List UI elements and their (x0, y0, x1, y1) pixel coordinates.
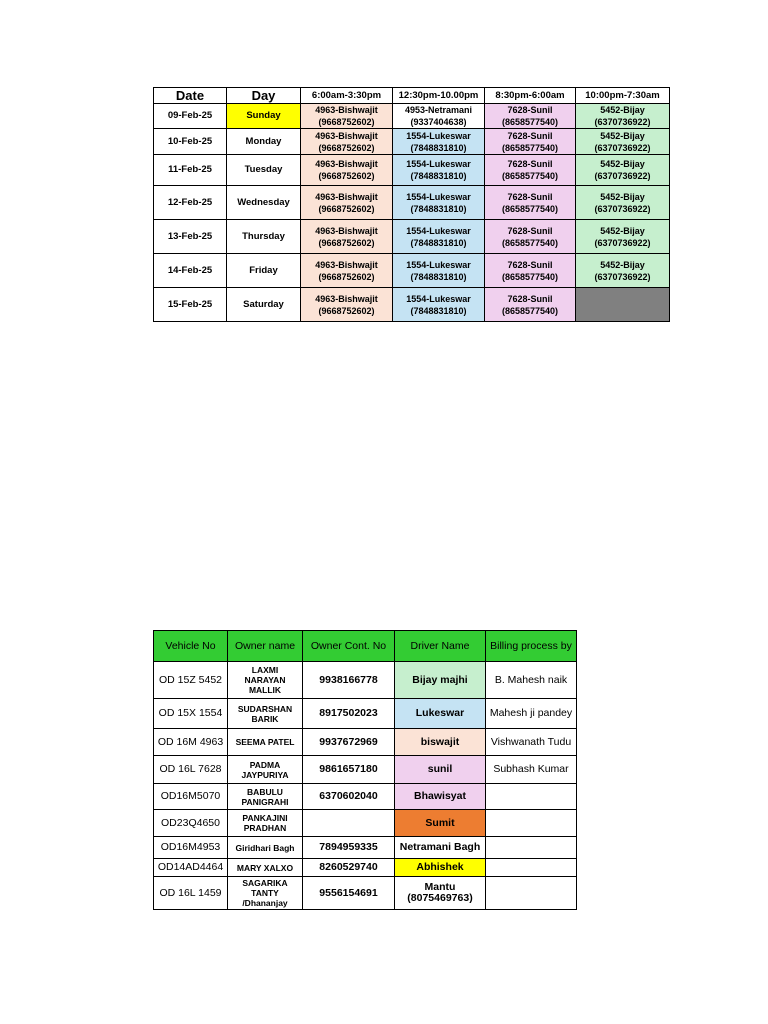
shift-schedule-table (153, 87, 670, 322)
shift3-driver: 7628-Sunil (507, 159, 553, 169)
shift2-driver: 1554-Lukeswar (406, 159, 471, 169)
shift4-phone: (6370736922) (594, 142, 651, 153)
day-cell: Monday (227, 129, 301, 155)
header-shift-3: 8:30pm-6:00am (485, 88, 576, 104)
date-cell: 11-Feb-25 (154, 155, 227, 186)
shift1-cell (301, 155, 393, 186)
owner-name-line: TANTY (251, 888, 279, 898)
shift3-driver: 7628-Sunil (507, 293, 553, 304)
shift1-driver: 4963-Bishwajit (315, 159, 378, 169)
header-owner-name: Owner name (228, 631, 303, 662)
day-cell: Wednesday (227, 186, 301, 220)
shift-row (154, 104, 670, 129)
header-vehicle-no: Vehicle No (154, 631, 228, 662)
owner-name-line: JAYPURIYA (241, 769, 289, 780)
shift3-cell (485, 186, 576, 220)
shift4-phone: (6370736922) (594, 271, 651, 282)
shift1-driver: 4963-Bishwajit (315, 105, 378, 115)
owner-name-line: BARIK (251, 713, 279, 724)
owner-name-cell: MARY XALXO (228, 859, 303, 877)
shift2-phone: (7848831810) (410, 171, 467, 181)
owner-contact-cell: 6370602040 (303, 784, 395, 810)
owner-name-line: /Dhananjay (242, 898, 288, 908)
shift3-cell (485, 104, 576, 129)
date-cell: 10-Feb-25 (154, 129, 227, 155)
shift2-phone: (9337404638) (410, 117, 467, 127)
shift4-cell (576, 186, 670, 220)
owner-name-cell: Giridhari Bagh (228, 837, 303, 859)
vehicle-no-cell: OD14AD4464 (154, 859, 228, 877)
shift1-phone: (9668752602) (318, 142, 375, 153)
day-cell: Sunday (227, 104, 301, 129)
owner-contact-cell: 8917502023 (303, 699, 395, 729)
owner-contact-cell: 8260529740 (303, 859, 395, 877)
date-cell: 13-Feb-25 (154, 220, 227, 254)
shift-row (154, 254, 670, 288)
owner-name-line: SUDARSHAN (237, 703, 293, 714)
shift3-cell (485, 129, 576, 155)
shift4-phone: (6370736922) (594, 117, 651, 127)
vehicle-row (154, 784, 577, 810)
billing-cell (486, 837, 577, 859)
shift3-driver: 7628-Sunil (507, 191, 553, 202)
shift2-phone: (7848831810) (410, 305, 467, 316)
shift3-driver: 7628-Sunil (507, 259, 553, 270)
shift3-phone: (8658577540) (501, 203, 559, 214)
driver-name-cell: Sumit (395, 810, 486, 837)
owner-contact-cell: 9861657180 (303, 756, 395, 784)
shift4-cell (576, 129, 670, 155)
shift-header-row (154, 88, 670, 104)
header-owner-contact: Owner Cont. No (303, 631, 395, 662)
shift1-phone: (9668752602) (318, 305, 375, 316)
shift2-cell (393, 129, 485, 155)
shift1-cell (301, 186, 393, 220)
shift3-phone: (8658577540) (501, 305, 559, 316)
billing-cell (486, 810, 577, 837)
driver-name-cell: Bijay majhi (395, 662, 486, 699)
owner-name-line: MALLIK (248, 685, 282, 695)
vehicle-owner-table (153, 630, 577, 910)
shift2-phone: (7848831810) (410, 142, 467, 153)
shift4-driver: 5452-Bijay (600, 225, 645, 236)
shift1-driver: 4963-Bishwajit (315, 259, 378, 270)
shift3-driver: 7628-Sunil (507, 105, 553, 115)
shift1-cell (301, 104, 393, 129)
vehicle-no-cell: OD23Q4650 (154, 810, 228, 837)
shift2-phone: (7848831810) (410, 271, 467, 282)
shift-row (154, 186, 670, 220)
shift2-cell (393, 186, 485, 220)
day-cell: Thursday (227, 220, 301, 254)
vehicle-row (154, 877, 577, 910)
shift3-driver: 7628-Sunil (507, 225, 553, 236)
shift4-phone: (6370736922) (594, 237, 651, 248)
vehicle-no-cell: OD 16L 1459 (154, 877, 228, 910)
shift2-driver: 4953-Netramani (404, 105, 473, 115)
shift3-phone: (8658577540) (501, 142, 559, 153)
shift4-driver: 5452-Bijay (600, 105, 645, 115)
vehicle-row (154, 859, 577, 877)
day-cell: Friday (227, 254, 301, 288)
vehicle-header-row (154, 631, 577, 662)
shift4-phone: (6370736922) (594, 171, 651, 181)
shift2-driver: 1554-Lukeswar (406, 191, 471, 202)
shift3-cell (485, 155, 576, 186)
shift1-phone: (9668752602) (318, 203, 375, 214)
vehicle-no-cell: OD 15Z 5452 (154, 662, 228, 699)
driver-name-cell: Abhishek (395, 859, 486, 877)
owner-name-cell (228, 756, 303, 784)
vehicle-no-cell: OD16M4953 (154, 837, 228, 859)
shift-row (154, 220, 670, 254)
shift1-driver: 4963-Bishwajit (315, 293, 378, 304)
driver-name-cell: sunil (395, 756, 486, 784)
shift4-driver: 5452-Bijay (600, 259, 645, 270)
driver-name-cell (395, 877, 486, 910)
date-cell: 14-Feb-25 (154, 254, 227, 288)
shift-row (154, 155, 670, 186)
shift2-cell (393, 155, 485, 186)
driver-name-cell: biswajit (395, 729, 486, 756)
day-cell: Tuesday (227, 155, 301, 186)
owner-name-cell (228, 810, 303, 837)
shift3-cell (485, 288, 576, 322)
shift3-phone: (8658577540) (501, 171, 559, 181)
owner-contact-cell: 9937672969 (303, 729, 395, 756)
shift4-driver: 5452-Bijay (600, 130, 645, 141)
shift1-phone: (9668752602) (318, 117, 375, 127)
shift4-cell (576, 155, 670, 186)
shift2-cell (393, 254, 485, 288)
driver-name-line: Mantu (424, 881, 456, 893)
driver-name-cell: Lukeswar (395, 699, 486, 729)
vehicle-row (154, 662, 577, 699)
owner-name-cell (228, 662, 303, 699)
vehicle-no-cell: OD16M5070 (154, 784, 228, 810)
owner-name-line: BABULU (247, 786, 283, 797)
shift1-cell (301, 254, 393, 288)
day-cell: Saturday (227, 288, 301, 322)
shift1-cell (301, 288, 393, 322)
owner-name-cell (228, 784, 303, 810)
owner-name-line: SAGARIKA (242, 878, 288, 888)
vehicle-no-cell: OD 15X 1554 (154, 699, 228, 729)
vehicle-row (154, 729, 577, 756)
shift4-driver: 5452-Bijay (600, 191, 645, 202)
header-billing: Billing process by (486, 631, 577, 662)
billing-cell (486, 877, 577, 910)
header-shift-1: 6:00am-3:30pm (301, 88, 393, 104)
date-cell: 15-Feb-25 (154, 288, 227, 322)
header-driver-name: Driver Name (395, 631, 486, 662)
owner-name-cell: SEEMA PATEL (228, 729, 303, 756)
shift2-phone: (7848831810) (410, 203, 467, 214)
shift1-cell (301, 129, 393, 155)
vehicle-row (154, 756, 577, 784)
shift2-cell (393, 288, 485, 322)
shift2-phone: (7848831810) (410, 237, 467, 248)
owner-contact-cell: 7894959335 (303, 837, 395, 859)
billing-cell: Mahesh ji pandey (486, 699, 577, 729)
shift-row (154, 288, 670, 322)
billing-cell (486, 859, 577, 877)
driver-name-cell: Netramani Bagh (395, 837, 486, 859)
shift4-driver: 5452-Bijay (600, 159, 645, 169)
vehicle-no-cell: OD 16M 4963 (154, 729, 228, 756)
shift1-driver: 4963-Bishwajit (315, 191, 378, 202)
billing-cell (486, 784, 577, 810)
vehicle-row (154, 837, 577, 859)
shift2-cell (393, 104, 485, 129)
shift3-cell (485, 220, 576, 254)
shift1-cell (301, 220, 393, 254)
owner-name-line: PADMA (249, 759, 281, 770)
shift-row (154, 129, 670, 155)
shift1-phone: (9668752602) (318, 171, 375, 181)
shift3-phone: (8658577540) (501, 237, 559, 248)
date-cell: 12-Feb-25 (154, 186, 227, 220)
shift4-phone: (6370736922) (594, 203, 651, 214)
shift1-phone: (9668752602) (318, 271, 375, 282)
driver-name-cell: Bhawisyat (395, 784, 486, 810)
shift3-cell (485, 254, 576, 288)
empty-shift-cell (576, 288, 670, 322)
vehicle-row (154, 810, 577, 837)
shift2-driver: 1554-Lukeswar (406, 259, 471, 270)
shift2-driver: 1554-Lukeswar (406, 225, 471, 236)
shift3-driver: 7628-Sunil (507, 130, 553, 141)
billing-cell: Vishwanath Tudu (486, 729, 577, 756)
shift3-phone: (8658577540) (501, 271, 559, 282)
owner-name-line: LAXMI (251, 665, 279, 675)
header-date: Date (154, 88, 227, 104)
owner-name-line: PRADHAN (243, 823, 287, 833)
vehicle-no-cell: OD 16L 7628 (154, 756, 228, 784)
owner-name-line: NARAYAN (244, 675, 286, 685)
shift4-cell (576, 104, 670, 129)
shift4-cell (576, 254, 670, 288)
owner-name-cell (228, 877, 303, 910)
driver-phone-line: (8075469763) (407, 892, 473, 904)
header-shift-2: 12:30pm-10.00pm (393, 88, 485, 104)
owner-contact-cell: 9938166778 (303, 662, 395, 699)
billing-cell: Subhash Kumar (486, 756, 577, 784)
owner-name-line: PANKAJINI (242, 813, 288, 823)
shift2-driver: 1554-Lukeswar (406, 130, 471, 141)
shift1-driver: 4963-Bishwajit (315, 225, 378, 236)
billing-cell: B. Mahesh naik (486, 662, 577, 699)
owner-name-line: PANIGRAHI (241, 796, 289, 807)
header-shift-4: 10:00pm-7:30am (576, 88, 670, 104)
vehicle-row (154, 699, 577, 729)
owner-contact-cell: 9556154691 (303, 877, 395, 910)
shift1-driver: 4963-Bishwajit (315, 130, 378, 141)
shift4-cell (576, 220, 670, 254)
shift2-cell (393, 220, 485, 254)
shift1-phone: (9668752602) (318, 237, 375, 248)
shift2-driver: 1554-Lukeswar (406, 293, 471, 304)
header-day: Day (227, 88, 301, 104)
shift3-phone: (8658577540) (501, 117, 559, 127)
date-cell: 09-Feb-25 (154, 104, 227, 129)
owner-name-cell (228, 699, 303, 729)
owner-contact-cell (303, 810, 395, 837)
